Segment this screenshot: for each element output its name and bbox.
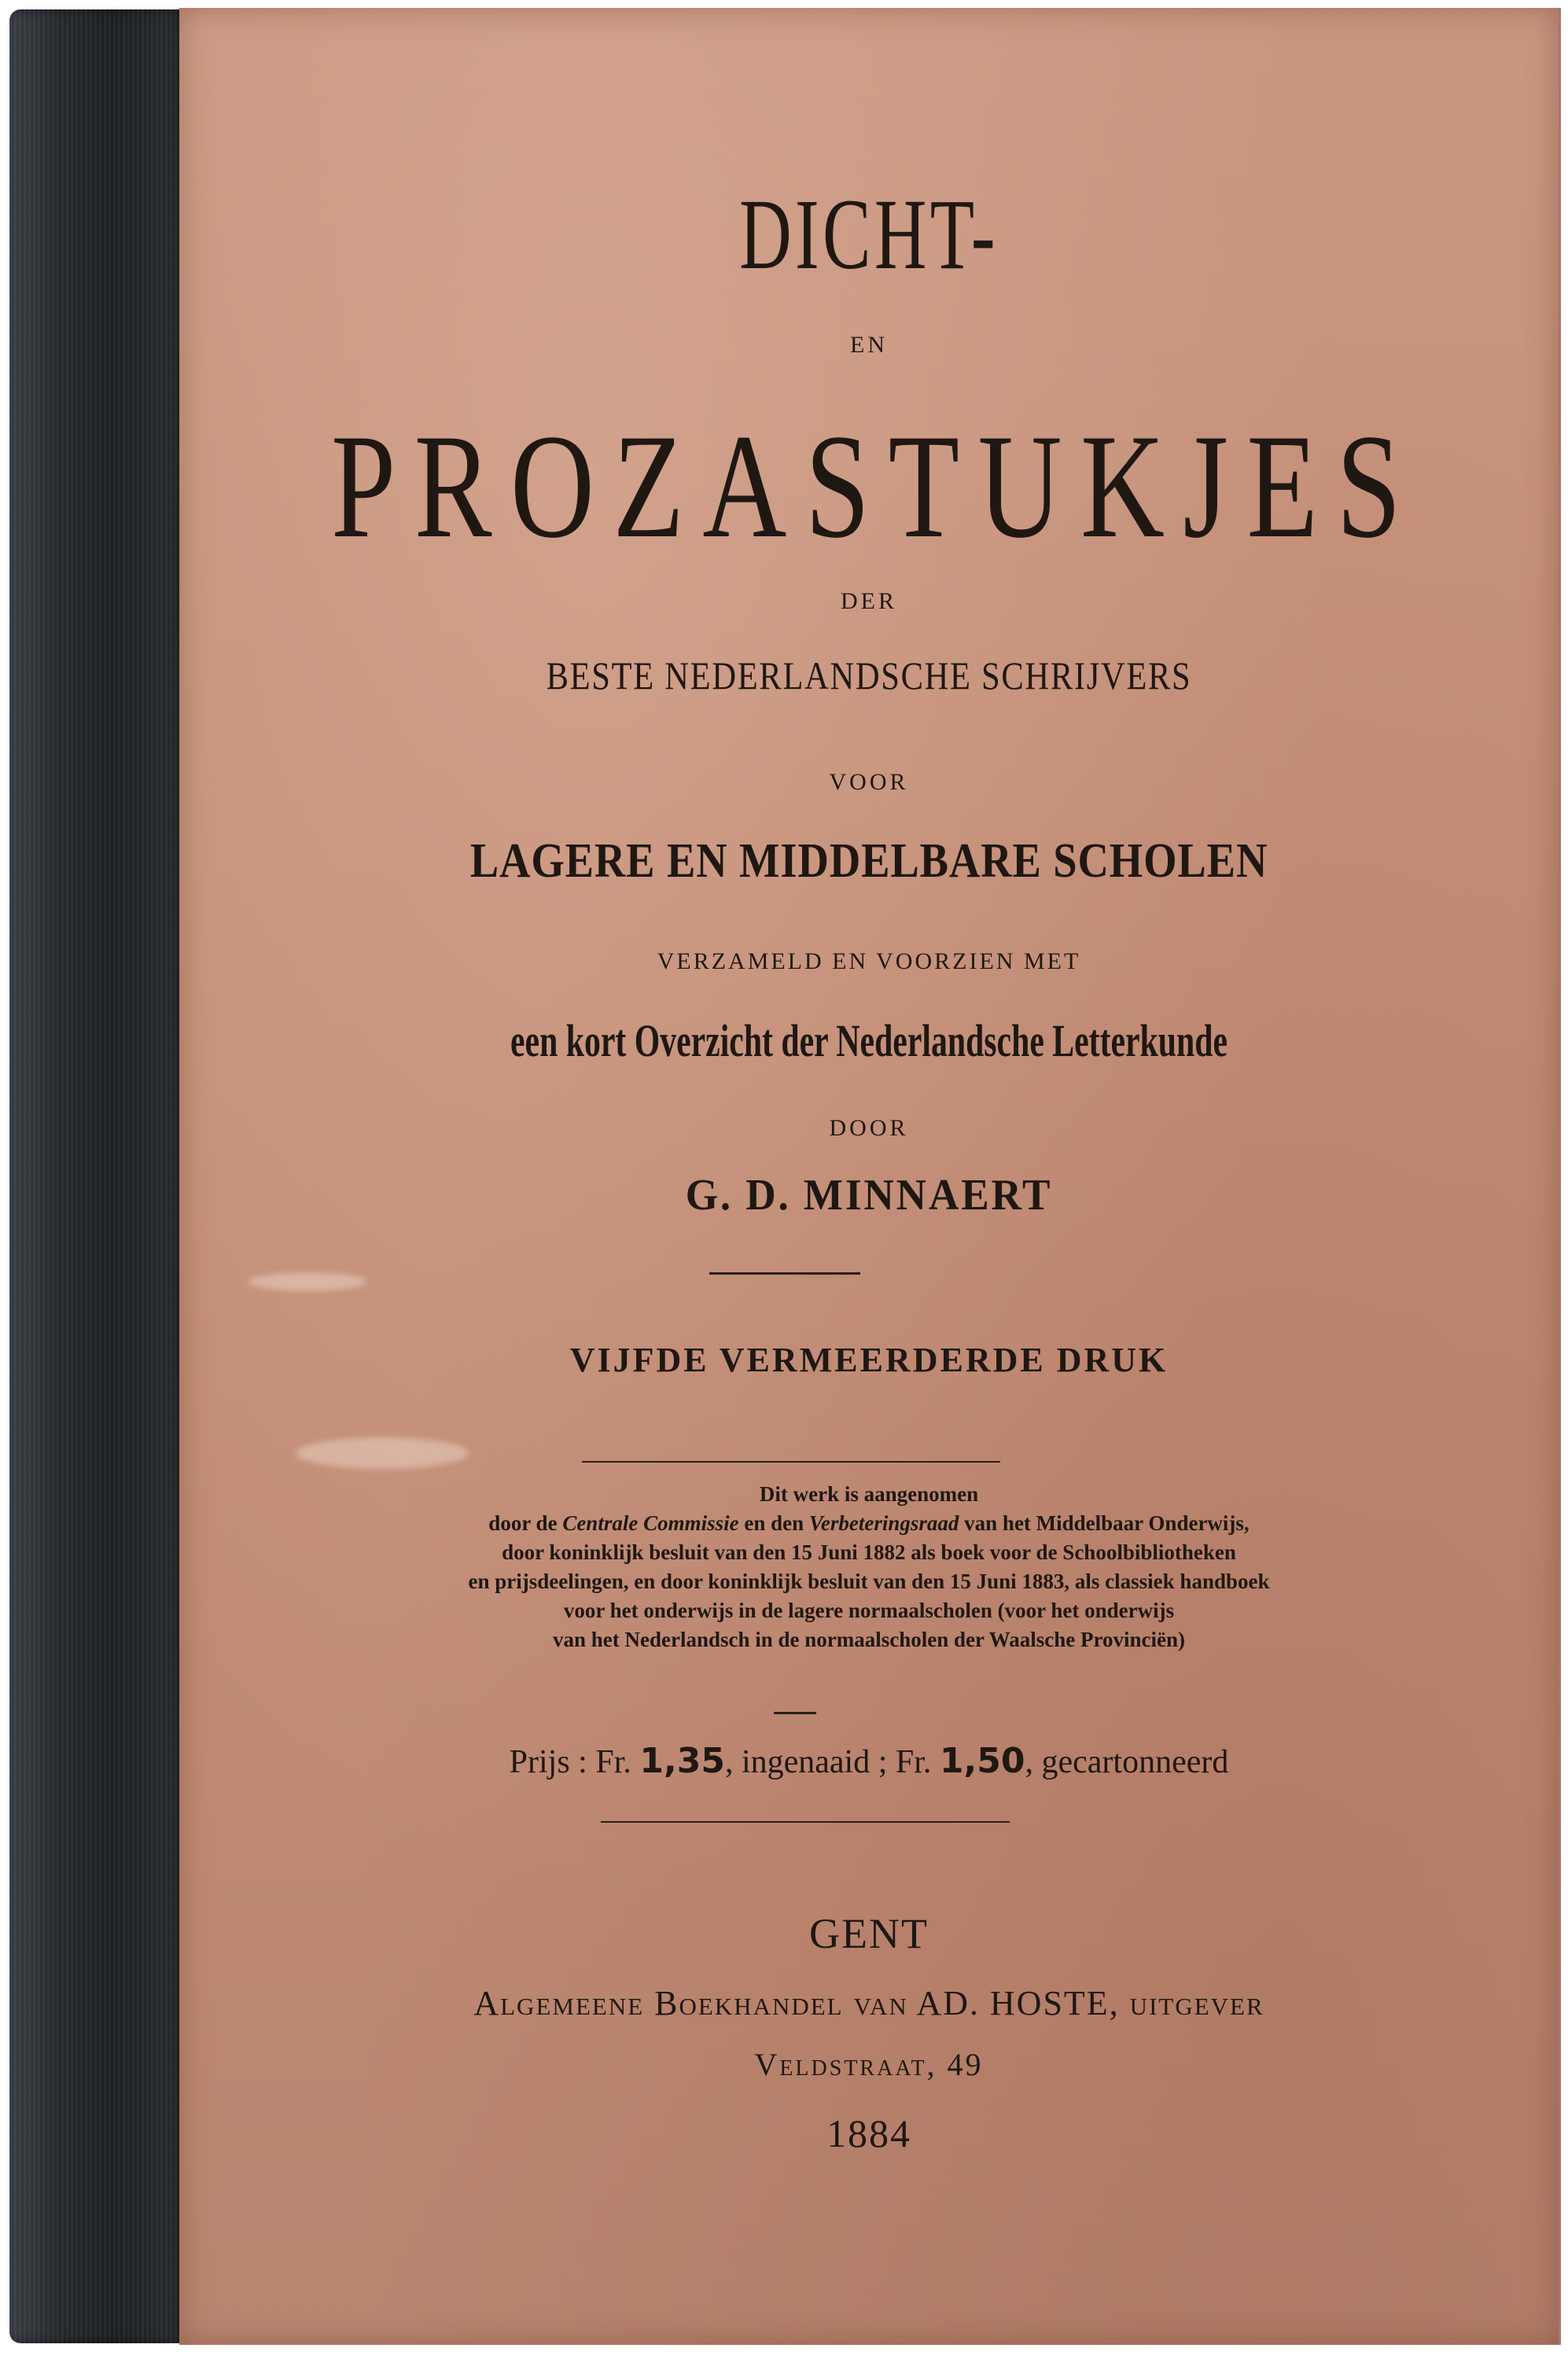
cover-page [179, 8, 1561, 2345]
approval-line: door koninklijk besluit van den 15 Juni 1882 als boek voor de Schoolbibliotheken [502, 1540, 1236, 1564]
edition-label: VIJFDE VERMEERDERDE DRUK [569, 1341, 1169, 1379]
divider-rule [774, 1712, 816, 1714]
publisher-name: Algemeene Boekhandel van AD. HOSTE, uitgever [473, 1984, 1264, 2022]
author-name: G. D. MINNAERT [685, 1171, 1053, 1220]
title-line-dicht: DICHT- [739, 178, 999, 290]
divider-rule [601, 1821, 1010, 1823]
approval-line: en prijsdeelingen, en door koninklijk besluit van den 15 Juni 1883, als classiek handboek [468, 1570, 1270, 1593]
byline-door: DOOR [829, 1115, 909, 1141]
price-line: Prijs : Fr. 1,35, ingenaaid ; Fr. 1,50, gecartonneerd [509, 1741, 1229, 1781]
title-line-prozastukjes: PROZASTUKJES [330, 404, 1420, 569]
divider-rule [582, 1461, 1000, 1463]
publisher-address: Veldstraat, 49 [754, 2047, 984, 2082]
publisher-city: GENT [809, 1910, 929, 1957]
subtitle-overzicht: een kort Overzicht der Nederlandsche Letterkunde [510, 1015, 1228, 1066]
approval-notice [179, 1480, 1559, 1654]
subtitle-beste-schrijvers: BESTE NEDERLANDSCHE SCHRIJVERS [546, 653, 1192, 697]
approval-line: Dit werk is aangenomen [759, 1482, 979, 1506]
title-conjunction: EN [850, 332, 888, 358]
publication-year: 1884 [826, 2111, 911, 2155]
subtitle-der: DER [841, 588, 897, 614]
price-amount: 1,35 [639, 1741, 725, 1781]
subtitle-voor: VOOR [829, 769, 909, 795]
book-spine [9, 9, 186, 2343]
wear-mark [296, 1437, 469, 1469]
subtitle-scholen: LAGERE EN MIDDELBARE SCHOLEN [469, 834, 1268, 888]
approval-line: voor het onderwijs in de lagere normaalscholen (voor het onderwijs [563, 1599, 1175, 1622]
divider-rule [709, 1272, 860, 1275]
approval-line: van het Nederlandsch in de normaalscholen der Waalsche Provinciën) [552, 1628, 1186, 1651]
approval-line: door de Centrale Commissie en den Verbeteringsraad van het Middelbaar Onderwijs, [488, 1511, 1250, 1535]
subtitle-verzameld: VERZAMELD EN VOORZIEN MET [657, 948, 1081, 974]
price-amount: 1,50 [939, 1741, 1025, 1781]
wear-mark [248, 1272, 366, 1291]
